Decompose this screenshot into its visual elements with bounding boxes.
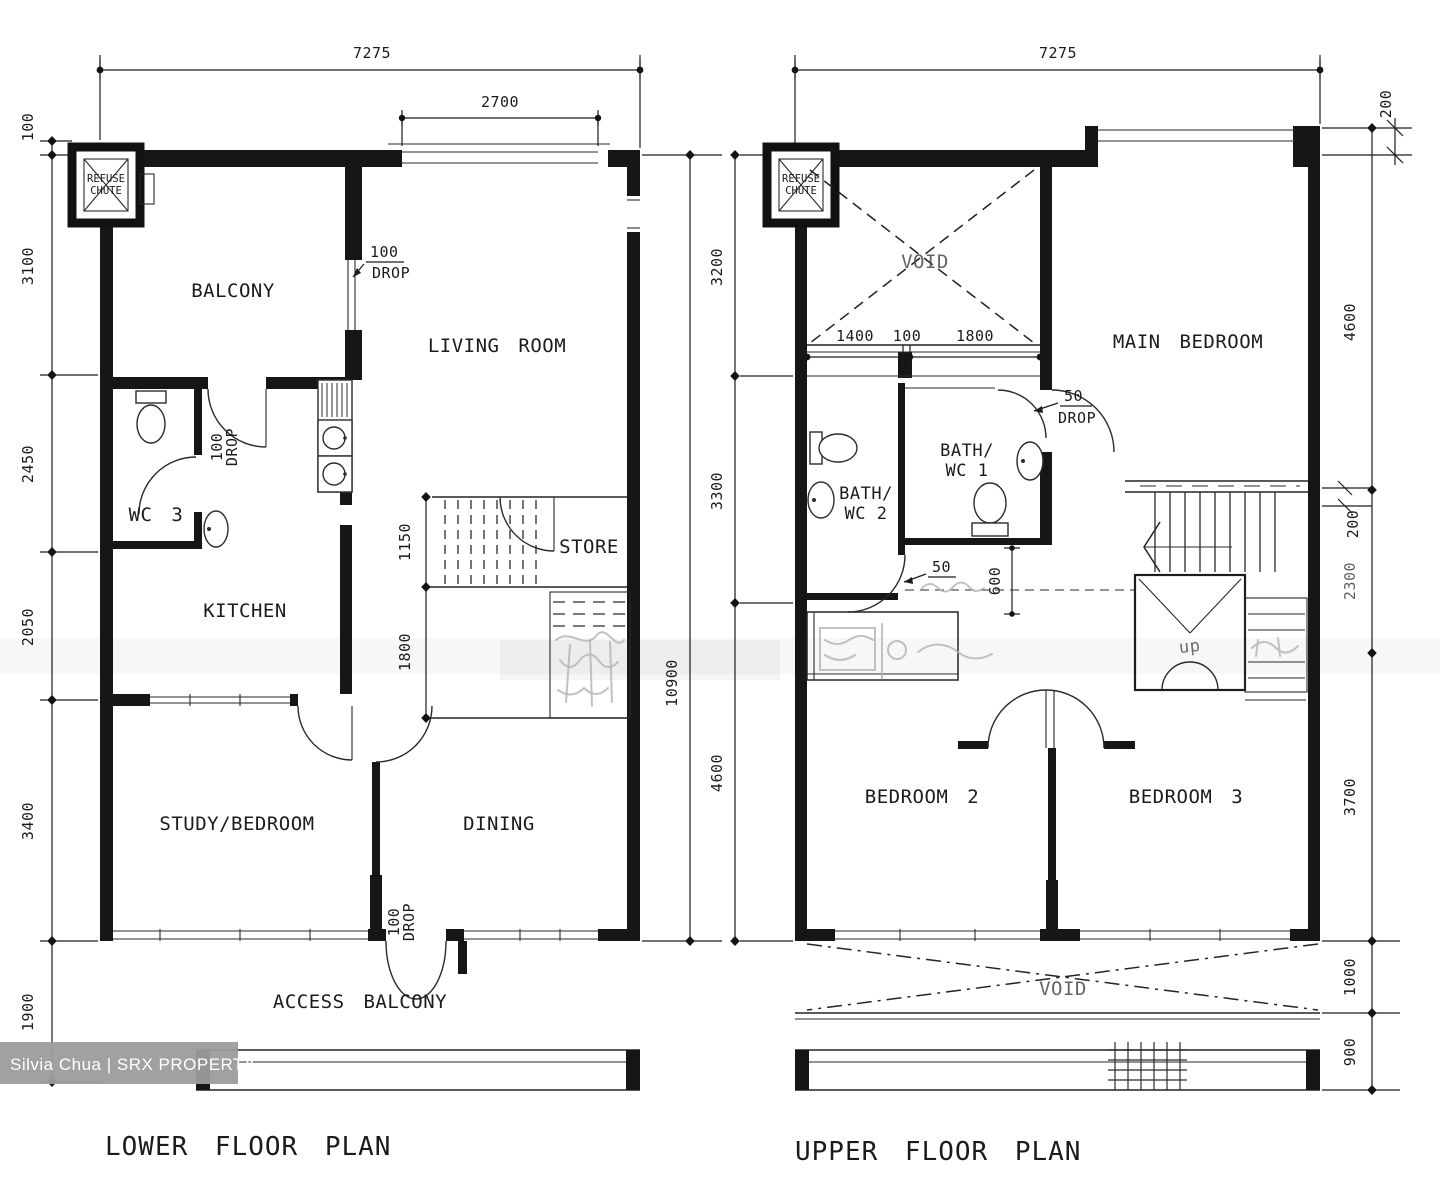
- bath2-toilet-bowl: [819, 434, 857, 462]
- lower-dim-left-2050: 2050: [19, 607, 37, 647]
- refuse-chute-lower: [72, 147, 154, 223]
- upper-dim-right-1000: 1000: [1341, 957, 1359, 997]
- drop-word: DROP: [223, 427, 241, 467]
- refuse-chute-upper: [767, 147, 835, 223]
- lower-walls: [100, 150, 640, 974]
- upper-dim-left-3200: 3200: [708, 247, 726, 287]
- lower-stairs: [426, 497, 630, 718]
- upper-chute-label-2: CHUTE: [785, 185, 817, 197]
- bath1-door-arc: [998, 390, 1046, 438]
- upper-dim-top-label: 7275: [1038, 44, 1078, 62]
- upper-dim-100: 100: [892, 327, 922, 345]
- bath1-toilet-tank: [972, 523, 1008, 536]
- bath1-toilet-bowl: [974, 483, 1006, 523]
- lower-dim-left-3400: 3400: [19, 801, 37, 841]
- lower-dim-right-label: 10900: [663, 659, 681, 707]
- lower-chute-label-2: CHUTE: [90, 185, 122, 197]
- drop-value: 100: [370, 243, 399, 261]
- bath2-door-arc: [848, 555, 905, 612]
- drop-value: 100: [208, 432, 226, 462]
- label-dining: DINING: [463, 813, 535, 835]
- grille-hatch: [1108, 1042, 1187, 1090]
- upper-dim-right-4600: 4600: [1341, 302, 1359, 342]
- upper-dim-right-3700: 3700: [1341, 777, 1359, 817]
- upper-void-bottom: [795, 944, 1320, 1019]
- lower-dim-left-chain: [19, 113, 98, 1087]
- watermark-credit-text: Silvia Chua | SRX PROPERTY: [10, 1055, 256, 1074]
- drop-value: 50: [1064, 387, 1084, 405]
- lower-dim-left-1900: 1900: [19, 992, 37, 1032]
- upper-dim-inner: [804, 327, 1044, 370]
- label-main-bedroom: MAIN BEDROOM: [1112, 331, 1264, 353]
- lower-floor-plan: [19, 44, 722, 1162]
- label-up: up: [1177, 635, 1202, 659]
- lower-dim-left-100: 100: [19, 112, 37, 142]
- lower-dim-window-label: 2700: [480, 93, 520, 111]
- drop-word: DROP: [1058, 409, 1097, 427]
- upper-drop-corridor: [904, 558, 984, 592]
- lower-chute-label-1: REFUSE: [87, 173, 125, 185]
- lower-dim-left-3100: 3100: [19, 246, 37, 286]
- label-bath1-line1: BATH/: [940, 441, 994, 461]
- upper-dim-200-top: [1322, 90, 1412, 165]
- upper-dim-right-200: 200: [1344, 509, 1362, 539]
- wc3-toilet-tank: [136, 391, 166, 403]
- label-kitchen: KITCHEN: [203, 600, 287, 622]
- lower-dim-left-2450: 2450: [19, 444, 37, 484]
- upper-dim-left-chain: [708, 150, 793, 946]
- kitchen-dining-door-arc: [298, 706, 352, 760]
- label-study-bedroom: STUDY/BEDROOM: [159, 813, 315, 835]
- upper-chute-label-1: REFUSE: [782, 173, 820, 185]
- label-living-room: LIVING ROOM: [427, 335, 567, 357]
- upper-void-top: [810, 170, 1034, 343]
- upper-dim-right-chain: [1322, 123, 1400, 1095]
- lower-dim-2700: [399, 93, 601, 146]
- lower-dim-7275: [97, 44, 644, 148]
- label-bath2-line1: BATH/: [839, 484, 893, 504]
- drop-word: DROP: [372, 264, 411, 282]
- upper-dim-600: [986, 545, 1020, 617]
- label-store: STORE: [559, 536, 619, 558]
- upper-dim-1800: 1800: [955, 327, 995, 345]
- bedroom3-door-arc: [1046, 690, 1104, 748]
- label-balcony: BALCONY: [191, 280, 275, 302]
- upper-floor-plan: [708, 44, 1412, 1167]
- upper-dim-right-900: 900: [1341, 1037, 1359, 1067]
- bath1-basin: [1017, 442, 1043, 480]
- upper-plan-title: UPPER FLOOR PLAN: [795, 1137, 1082, 1167]
- upper-bottom-strip: [795, 1042, 1320, 1090]
- label-bath1-line2: WC 1: [945, 461, 989, 481]
- drop-value: 100: [385, 907, 403, 937]
- label-bath2-line2: WC 2: [844, 504, 888, 524]
- drop-value: 50: [932, 558, 952, 576]
- wc3-toilet-bowl: [137, 405, 165, 443]
- lower-dim-1800: 1800: [396, 632, 414, 672]
- label-bedroom2: BEDROOM 2: [864, 786, 980, 808]
- upper-dim-right-2300: 2300: [1341, 561, 1359, 601]
- upper-dim-left-3300: 3300: [708, 471, 726, 511]
- lower-drop-kitchen: [208, 428, 241, 466]
- bath2-basin: [808, 482, 834, 518]
- lower-bottom-strip: [196, 1050, 640, 1090]
- watermark-credit: [0, 1042, 256, 1084]
- upper-dim-left-4600: 4600: [708, 753, 726, 793]
- lower-plan-title: LOWER FLOOR PLAN: [105, 1132, 392, 1162]
- upper-dim-top-right-label: 200: [1377, 89, 1395, 119]
- upper-dim-1400: 1400: [835, 327, 875, 345]
- upper-dim-600-label: 600: [986, 566, 1004, 596]
- drop-word: DROP: [400, 902, 418, 942]
- label-void-bottom: VOID: [1039, 978, 1087, 1000]
- label-bedroom3: BEDROOM 3: [1128, 786, 1244, 808]
- study-door-arc: [376, 706, 432, 762]
- lower-dim-stair: [396, 492, 431, 723]
- label-access-balcony: ACCESS BALCONY: [272, 991, 448, 1013]
- bedroom2-door-arc: [988, 690, 1046, 748]
- lower-dim-top-label: 7275: [352, 44, 392, 62]
- label-wc3: WC 3: [128, 504, 184, 526]
- upper-walls: [795, 126, 1320, 941]
- label-void-top: VOID: [901, 251, 949, 273]
- lower-dim-1150: 1150: [396, 522, 414, 562]
- lower-drop-access: [385, 903, 418, 941]
